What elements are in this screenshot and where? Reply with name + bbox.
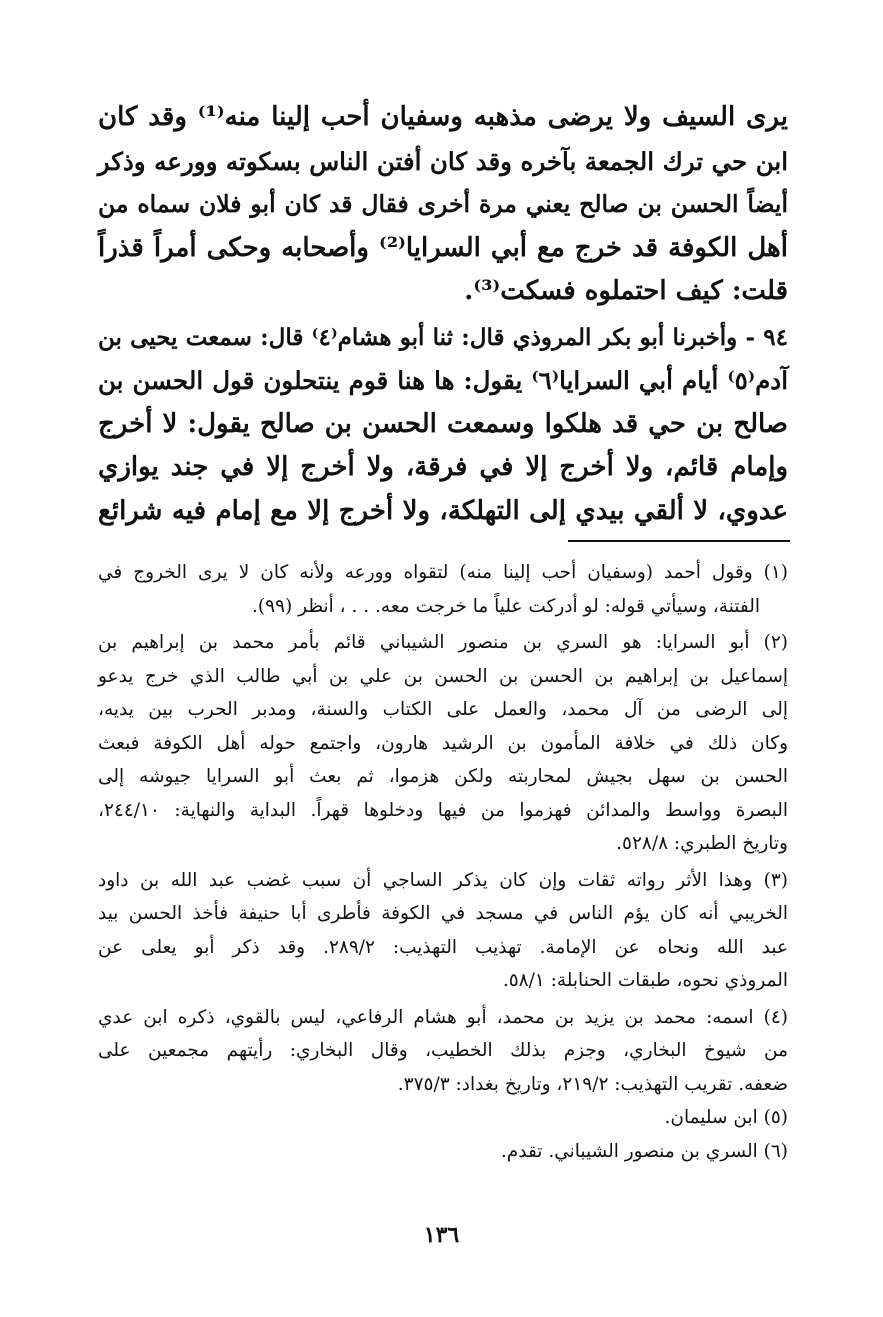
text-line: ٩٤ - وأخبرنا أبو بكر المروذي قال: ثنا أبو هشام⁽٤⁾ قال: سمعت يحيى بن bbox=[98, 323, 788, 351]
paragraph-94 bbox=[98, 316, 788, 534]
text-line: قلت: كيف احتملوه فسكت⁽³⁾. bbox=[464, 276, 788, 306]
main-text bbox=[98, 96, 788, 533]
text-line: عدوي، لا ألقي بيدي إلى التهلكة، ولا أخرج إلا مع إمام فيه شرائع bbox=[98, 495, 788, 526]
footnote-line: (٤) اسمه: محمد بن يزيد بن محمد، أبو هشام الرفاعي، ليس بالقوي، ذكره ابن عدي bbox=[98, 1006, 788, 1028]
text-line: ابن حي ترك الجمعة بآخره وقد كان أفتن الناس بسكوته وورعه وذكر bbox=[97, 146, 788, 176]
footnote-line: الحسن بن سهل بجيش لمحاربته ولكن هزموا، ثم بعث أبو السرايا جيوشه إلى bbox=[98, 766, 788, 787]
footnote-4 bbox=[98, 1001, 788, 1102]
text-line: أهل الكوفة قد خرج مع أبي السرايا⁽²⁾ وأصحابه وحكى أمراً قذراً bbox=[98, 232, 788, 263]
footnote-line: (٥) ابن سليمان. bbox=[664, 1107, 788, 1128]
footnote-line: إسماعيل بن إبراهيم بن الحسن بن الحسن بن علي بن أبي طالب الذي خرج يدعو bbox=[98, 665, 788, 687]
footnote-separator bbox=[568, 540, 790, 542]
footnote-line: ضعفه. تقريب التهذيب: ٢١٩/٢، وتاريخ بغداد: ٣٧٥/٣. bbox=[397, 1073, 788, 1095]
footnote-2 bbox=[98, 626, 788, 861]
footnote-line: المروذي نحوه، طبقات الحنابلة: ٥٨/١. bbox=[502, 970, 788, 991]
footnote-3 bbox=[98, 864, 788, 998]
footnote-line: وكان ذلك في خلافة المأمون بن الرشيد هارون، واجتمع حوله أهل الكوفة فبعث bbox=[98, 732, 788, 754]
footnote-line: (٦) السري بن منصور الشيباني. تقدم. bbox=[500, 1140, 788, 1162]
footnote-5 bbox=[98, 1101, 788, 1135]
footnote-line: الخريبي أنه كان يؤم الناس في مسجد في الكوفة فأطرى أبا حنيفة فأخذ الحسن بيد bbox=[98, 903, 788, 924]
footnote-line: وتاريخ الطبري: ٥٢٨/٨. bbox=[616, 833, 788, 854]
footnote-line: من شيوخ البخاري، وجزم بذلك الخطيب، وقال البخاري: رأيتهم مجمعين على bbox=[98, 1040, 788, 1061]
footnote-line: (٣) وهذا الأثر رواته ثقات وإن كان يذكر الساجي أن سبب غضب عبد الله بن داود bbox=[98, 869, 788, 891]
page-number: ١٣٦ bbox=[423, 1222, 460, 1248]
text-line: وإمام قائم، ولا أخرج إلا في فرقة، ولا أخرج إلا في جند يوازي bbox=[98, 452, 788, 482]
footnote-line: (١) وقول أحمد (وسفيان أحب إلينا منه) لتقواه وورعه ولأنه كان لا يرى الخروج في bbox=[98, 562, 788, 583]
text-line: صالح بن حي قد هلكوا وسمعت الحسن بن صالح يقول: لا أخرج bbox=[98, 408, 788, 439]
text-line: آدم⁽٥⁾ أيام أبي السرايا⁽٦⁾ يقول: ها هنا قوم ينتحلون قول الحسن بن bbox=[98, 366, 788, 395]
paragraph-continuation bbox=[98, 96, 788, 314]
footnote-1 bbox=[98, 556, 788, 623]
footnote-line: الفتنة، وسيأتي قوله: لو أدركت علياً ما خرجت معه. . . ، أنظر (٩٩). bbox=[252, 595, 760, 617]
footnote-6 bbox=[98, 1135, 788, 1169]
footnote-line: عبد الله ونحاه عن الإمامة. تهذيب التهذيب: ٢٨٩/٢. وقد ذكر أبو يعلى عن bbox=[98, 936, 788, 958]
text-line: أيضاً الحسن بن صالح يعني مرة أخرى فقال قد كان أبو فلان سماه من bbox=[98, 190, 788, 218]
footnote-line: إلى الرضى من آل محمد، والعمل على الكتاب والسنة، ومدبر الحرب بين يديه، bbox=[98, 699, 788, 720]
footnotes bbox=[98, 556, 788, 1168]
footnote-line: (٢) أبو السرايا: هو السري بن منصور الشيباني قائم بأمر محمد بن إبراهيم بن bbox=[98, 632, 788, 653]
text-line: يرى السيف ولا يرضى مذهبه وسفيان أحب إلينا منه⁽¹⁾ وقد كان bbox=[98, 102, 788, 132]
footnote-line: البصرة وواسط والمدائن فهزموا من فيها ودخلوها قهراً. البداية والنهاية: ٢٤٤/١٠، bbox=[98, 799, 788, 821]
